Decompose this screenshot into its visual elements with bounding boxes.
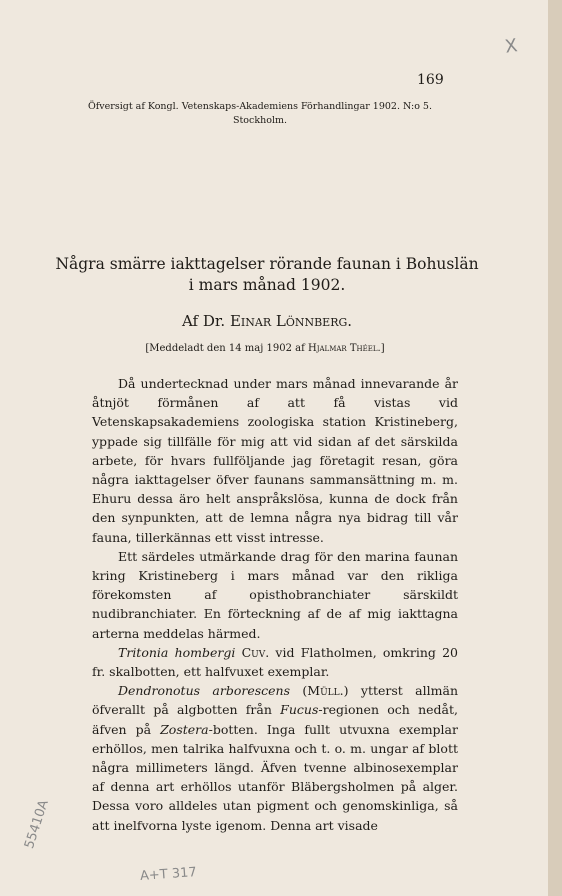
journal-title: Öfversigt af Kongl. Vetenskaps-Akademiens Förhandlingar 1902. N:o 5. bbox=[87, 101, 432, 112]
paragraph-1: Då undertecknad under mars månad innevarande år åtnjöt förmånen af att få vistas vid Vetenskapsakademiens zoologiska station Kristineberg, yppade sig tillfälle för mig att vid sidan af det särskilda arbete, för hvars fullföljande jag företagit resan, göra några iakttagelser öfver faunans sammansättning m. m. Ehuru dessa äro helt anspråkslösa, kunna de dock från den synpunkten, att de lemna några nya bidrag till vår fauna, tillerkännas ett visst intresse. bbox=[92, 376, 458, 545]
note-prefix: [Meddeladt den 14 maj 1902 af bbox=[145, 343, 305, 354]
note-suffix: ] bbox=[380, 343, 385, 354]
article-body bbox=[92, 374, 458, 835]
author-name: Einar Lönnberg. bbox=[229, 312, 353, 330]
genus-fucus: Fucus bbox=[280, 702, 319, 718]
dendronotus-text-c: -botten. Inga fullt utvuxna exemplar erhöllos, men talrika halfvuxna och t. o. m. ungar af blott några millimeters längd. Äfven tvenne albinosexemplar af denna art erhöllos utanför Bläbergsholmen på alger. Dessa voro alldeles utan pigment och genomskinliga, så att inelfvorna lyste igenom. Denna art visade bbox=[92, 721, 458, 833]
tritonia-text: vid Flatholmen, omkring 20 fr. skalbotten, ett halfvuxet exemplar. bbox=[92, 644, 458, 680]
species-author-mull: (Müll.) bbox=[302, 683, 349, 699]
paragraph-tritonia bbox=[92, 643, 458, 681]
article-title-line-1: Några smärre iakttagelser rörande faunan i Bohuslän bbox=[55, 255, 479, 273]
dendronotus-text-b: -regionen och nedåt, äfven på bbox=[92, 702, 459, 737]
species-tritonia: Tritonia hombergi bbox=[118, 644, 236, 660]
dendronotus-text-a: ytterst allmän öfverallt på algbotten från bbox=[92, 683, 458, 718]
article-title-line-2: i mars månad 1902. bbox=[188, 276, 346, 294]
pencil-mark-left: 55410A bbox=[22, 798, 52, 851]
species-author-cuv: Cuv. bbox=[241, 644, 270, 660]
article-title bbox=[52, 254, 482, 296]
paragraph-dendronotus bbox=[92, 681, 458, 835]
pencil-mark-bottom: A+T 317 bbox=[139, 865, 198, 884]
paragraph-2: Ett särdeles utmärkande drag för den marina faunan kring Kristineberg i mars månad var den rikliga förekomsten af opisthobranchiater särskildt nudibranchiater. En förteckning af de af mig iakttagna arterna meddelas härmed. bbox=[92, 548, 458, 641]
communication-note bbox=[60, 343, 470, 354]
genus-zostera: Zostera bbox=[160, 721, 209, 737]
page-number: 169 bbox=[417, 72, 444, 88]
journal-header bbox=[60, 100, 460, 128]
author-byline bbox=[52, 312, 482, 330]
journal-place: Stockholm. bbox=[232, 115, 288, 126]
underlying-page-edge bbox=[548, 0, 562, 896]
species-dendronotus: Dendronotus arborescens bbox=[118, 683, 291, 699]
pencil-mark-x: X bbox=[503, 35, 519, 58]
note-communicator: Hjalmar Théel. bbox=[307, 343, 381, 354]
byline-prefix: Af Dr. bbox=[181, 312, 226, 330]
